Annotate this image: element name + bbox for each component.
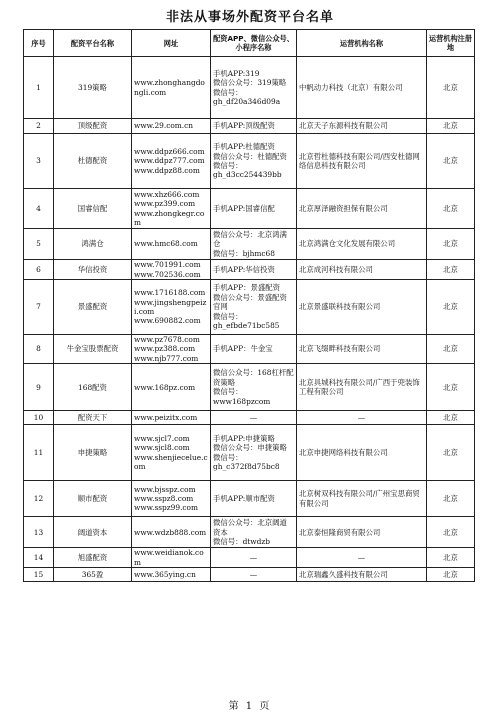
table-row <box>24 280 475 335</box>
website-cell <box>132 568 211 582</box>
website-cell <box>132 119 211 134</box>
website-url: www.xhz666.com <box>134 189 200 199</box>
website-cell <box>132 425 211 481</box>
app-wechat-line: 微信号： <box>213 161 243 170</box>
app-wechat-cell <box>211 517 297 548</box>
app-wechat-line: 微信公众号：北京鸿满仓 <box>213 229 287 249</box>
app-wechat-line: gh_df20a346d09a <box>213 96 281 106</box>
app-wechat-line: 微信号：bjhmc68 <box>213 248 275 258</box>
operator-name: 北京泰恒隆商贸有限公司 <box>299 527 381 537</box>
table-row <box>24 134 475 189</box>
registered-location: 北京 <box>427 335 475 364</box>
operator-cell <box>297 425 427 481</box>
table-row <box>24 119 475 134</box>
website-url: www.29.com.cn <box>134 121 194 131</box>
website-url: www.sjcl8.com <box>134 443 190 453</box>
registered-location: 北京 <box>427 189 475 229</box>
website-url: www.701991.com <box>134 260 201 270</box>
header-registered-location: 运营机构注册地 <box>427 30 475 57</box>
app-wechat-cell <box>211 425 297 481</box>
website-url: www.1716188.com <box>134 288 206 298</box>
registered-location: 北京 <box>427 260 475 280</box>
operator-cell <box>297 57 427 119</box>
operator-name: — <box>357 413 366 423</box>
platform-name: 配资天下 <box>54 411 132 425</box>
app-wechat-line: 手机APP:顺市配资 <box>213 494 275 504</box>
app-wechat-cell <box>211 229 297 260</box>
website-url: www.pz7678.com <box>134 335 200 344</box>
row-number: 9 <box>24 364 54 411</box>
website-url: www.jingshengpeizi.com <box>134 297 207 316</box>
operator-name: 中帆动力科技（北京）有限公司 <box>299 82 403 92</box>
row-number: 3 <box>24 134 54 189</box>
app-wechat-line: 微信公众号：168杠杆配资策略 <box>213 368 294 387</box>
website-url: www.shenjiecelue.com <box>134 452 208 472</box>
platform-name: 申捷策略 <box>54 425 132 481</box>
operator-name: 北京申捷网络科技有限公司 <box>299 448 388 458</box>
operator-cell <box>297 260 427 280</box>
operator-cell <box>297 229 427 260</box>
header-app-wechat: 配资APP、微信公众号、小程序名称 <box>211 30 297 57</box>
website-cell <box>132 134 211 189</box>
operator-cell <box>297 481 427 517</box>
operator-cell <box>297 335 427 364</box>
website-url: www.168pz.com <box>134 382 196 392</box>
platform-name: 365盈 <box>54 568 132 582</box>
website-cell <box>132 481 211 517</box>
platform-name: 阔道资本 <box>54 517 132 548</box>
website-cell <box>132 260 211 280</box>
website-cell <box>132 364 211 411</box>
website-url: www.ddpz666.com <box>134 146 205 156</box>
platform-name: 景盛配资 <box>54 280 132 335</box>
table-row <box>24 229 475 260</box>
app-wechat-cell <box>211 481 297 517</box>
row-number: 10 <box>24 411 54 425</box>
operator-cell <box>297 364 427 411</box>
app-wechat-line: 微信公众号：北京阔道资本 <box>213 518 287 537</box>
website-cell <box>132 57 211 119</box>
row-number: 4 <box>24 189 54 229</box>
website-url: www.pz388.com <box>134 344 196 354</box>
platform-name: 168配资 <box>54 364 132 411</box>
table-body <box>24 57 475 582</box>
row-number: 11 <box>24 425 54 481</box>
website-url: www.365ying.cn <box>134 570 196 580</box>
operator-cell <box>297 134 427 189</box>
platform-name: 鸿满仓 <box>54 229 132 260</box>
table-row <box>24 411 475 425</box>
table-row <box>24 189 475 229</box>
table-row <box>24 260 475 280</box>
registered-location: 北京 <box>427 229 475 260</box>
registered-location: 北京 <box>427 548 475 568</box>
app-wechat-line: gh_d3cc254439bb <box>213 170 282 180</box>
operator-cell <box>297 517 427 548</box>
app-wechat-line: 微信号： <box>213 387 243 397</box>
platform-name: 杜德配资 <box>54 134 132 189</box>
app-wechat-line: 手机APP:杜德配资 <box>213 142 275 152</box>
website-url: www.bjsspz.com <box>134 484 196 494</box>
app-wechat-cell <box>211 57 297 119</box>
app-wechat-line: 手机APP:319 <box>213 68 260 78</box>
operator-cell <box>297 119 427 134</box>
website-cell <box>132 229 211 260</box>
website-url: www.sspz99.com <box>134 503 199 513</box>
registered-location: 北京 <box>427 280 475 335</box>
app-wechat-line: 微信公众号：杜德配资 <box>213 151 287 161</box>
table-row <box>24 548 475 568</box>
app-wechat-cell <box>211 280 297 335</box>
row-number: 2 <box>24 119 54 134</box>
website-url: www.wdzb888.com <box>134 527 207 537</box>
table-row <box>24 335 475 364</box>
platform-name: 319策略 <box>54 57 132 119</box>
website-url: www.zhongkegr.com <box>134 208 205 227</box>
header-no: 序号 <box>24 30 54 57</box>
website-cell <box>132 411 211 425</box>
row-number: 12 <box>24 481 54 517</box>
row-number: 6 <box>24 260 54 280</box>
header-operator: 运营机构名称 <box>297 30 427 57</box>
website-url: www.sjcl7.com <box>134 433 190 443</box>
row-number: 7 <box>24 280 54 335</box>
operator-name: 北京具城科技有限公司/广西于兜装饰工程有限公司 <box>299 377 420 397</box>
platform-name: 旭盛配资 <box>54 548 132 568</box>
table-row <box>24 364 475 411</box>
operator-name: 北京飞缀畔科技有限公司 <box>299 344 381 354</box>
operator-name: — <box>357 553 366 563</box>
app-wechat-cell <box>211 335 297 364</box>
app-wechat-line: — <box>249 413 258 423</box>
app-wechat-line: 微信号：dtwdzb <box>213 536 270 546</box>
row-number: 5 <box>24 229 54 260</box>
app-wechat-line: 微信号： <box>213 311 243 321</box>
registered-location: 北京 <box>427 517 475 548</box>
app-wechat-line: 手机APP：景盛配资 <box>213 283 281 293</box>
website-url: www.sspz8.com <box>134 494 194 504</box>
app-wechat-cell <box>211 189 297 229</box>
app-wechat-cell <box>211 568 297 582</box>
app-wechat-cell <box>211 411 297 425</box>
registered-location: 北京 <box>427 411 475 425</box>
app-wechat-line: gh_c372f8d75bc8 <box>213 462 280 472</box>
operator-name: 北京瑞鑫久盛科技有限公司 <box>299 570 388 580</box>
table-header-row <box>24 30 475 57</box>
platform-name: 顶级配资 <box>54 119 132 134</box>
operator-name: 北京树双科技有限公司/广州宝思商贸有限公司 <box>299 489 420 508</box>
app-wechat-cell <box>211 134 297 189</box>
app-wechat-line: 微信号： <box>213 452 243 462</box>
table-row <box>24 425 475 481</box>
website-url: www.weidianok.com <box>134 548 204 567</box>
table-row <box>24 517 475 548</box>
row-number: 8 <box>24 335 54 364</box>
website-url: www.690882.com <box>134 316 201 326</box>
app-wechat-line: 微信公众号：景盛配资官网 <box>213 292 287 312</box>
registered-location: 北京 <box>427 364 475 411</box>
website-url: www.ddpz777.com <box>134 156 205 166</box>
app-wechat-cell <box>211 119 297 134</box>
app-wechat-line: 手机APP：牛金宝 <box>213 344 273 354</box>
app-wechat-line: 微信公众号：319策略 <box>213 78 287 88</box>
platform-name: 华信投资 <box>54 260 132 280</box>
page-number: 第 1 页 <box>228 701 272 712</box>
operator-cell <box>297 411 427 425</box>
platform-list-table <box>23 29 475 582</box>
app-wechat-line: 微信公众号：申捷策略 <box>213 443 287 453</box>
table-row <box>24 568 475 582</box>
website-cell <box>132 189 211 229</box>
row-number: 13 <box>24 517 54 548</box>
website-url: www.pz399.com <box>134 199 196 209</box>
app-wechat-cell <box>211 260 297 280</box>
operator-cell <box>297 568 427 582</box>
operator-name: 北京天子东源科技有限公司 <box>299 121 388 131</box>
platform-name: 顺市配资 <box>54 481 132 517</box>
website-url: www.hmc68.com <box>134 239 198 249</box>
table-row <box>24 481 475 517</box>
website-url: www.ddpz88.com <box>134 165 200 175</box>
operator-cell <box>297 189 427 229</box>
document-title: 非法从事场外配资平台名单 <box>165 10 334 25</box>
operator-name: 北京成河科技有限公司 <box>299 264 373 274</box>
website-url: www.peizitx.com <box>134 413 198 423</box>
row-number: 15 <box>24 568 54 582</box>
app-wechat-line: gh_efbde71bc585 <box>213 321 280 331</box>
registered-location: 北京 <box>427 568 475 582</box>
operator-name: 北京哲杜德科技有限公司/西安杜德网络信息科技有限公司 <box>299 151 420 170</box>
app-wechat-line: 微信号： <box>213 87 243 97</box>
platform-name: 牛金宝股票配资 <box>54 335 132 364</box>
website-url: www.702536.com <box>134 269 201 279</box>
website-url: www.zhonghangdongli.com <box>134 78 205 97</box>
header-platform-name: 配资平台名称 <box>54 30 132 57</box>
platform-name: 国睿信配 <box>54 189 132 229</box>
row-number: 1 <box>24 57 54 119</box>
operator-name: 北京厚泽融资担保有限公司 <box>299 203 388 213</box>
app-wechat-line: 手机APP:申捷策略 <box>213 433 275 443</box>
website-cell <box>132 517 211 548</box>
registered-location: 北京 <box>427 425 475 481</box>
registered-location: 北京 <box>427 134 475 189</box>
website-cell <box>132 548 211 568</box>
app-wechat-cell <box>211 364 297 411</box>
operator-name: 北京景盛联科技有限公司 <box>299 302 381 312</box>
operator-cell <box>297 548 427 568</box>
row-number: 14 <box>24 548 54 568</box>
operator-cell <box>297 280 427 335</box>
app-wechat-line: — <box>249 570 258 580</box>
website-cell <box>132 280 211 335</box>
app-wechat-cell <box>211 548 297 568</box>
app-wechat-line: 手机APP:国睿信配 <box>213 203 275 213</box>
website-url: www.njb777.com <box>134 353 199 363</box>
app-wechat-line: — <box>249 553 258 563</box>
app-wechat-line: www168pzcom <box>213 396 271 406</box>
website-cell <box>132 335 211 364</box>
header-website: 网址 <box>132 30 211 57</box>
app-wechat-line: 手机APP:华信投资 <box>213 264 275 274</box>
operator-name: 北京鸿满仓文化发展有限公司 <box>299 239 396 249</box>
registered-location: 北京 <box>427 57 475 119</box>
app-wechat-line: 手机APP:顶级配资 <box>213 121 275 131</box>
registered-location: 北京 <box>427 481 475 517</box>
registered-location: 北京 <box>427 119 475 134</box>
table-row <box>24 57 475 119</box>
